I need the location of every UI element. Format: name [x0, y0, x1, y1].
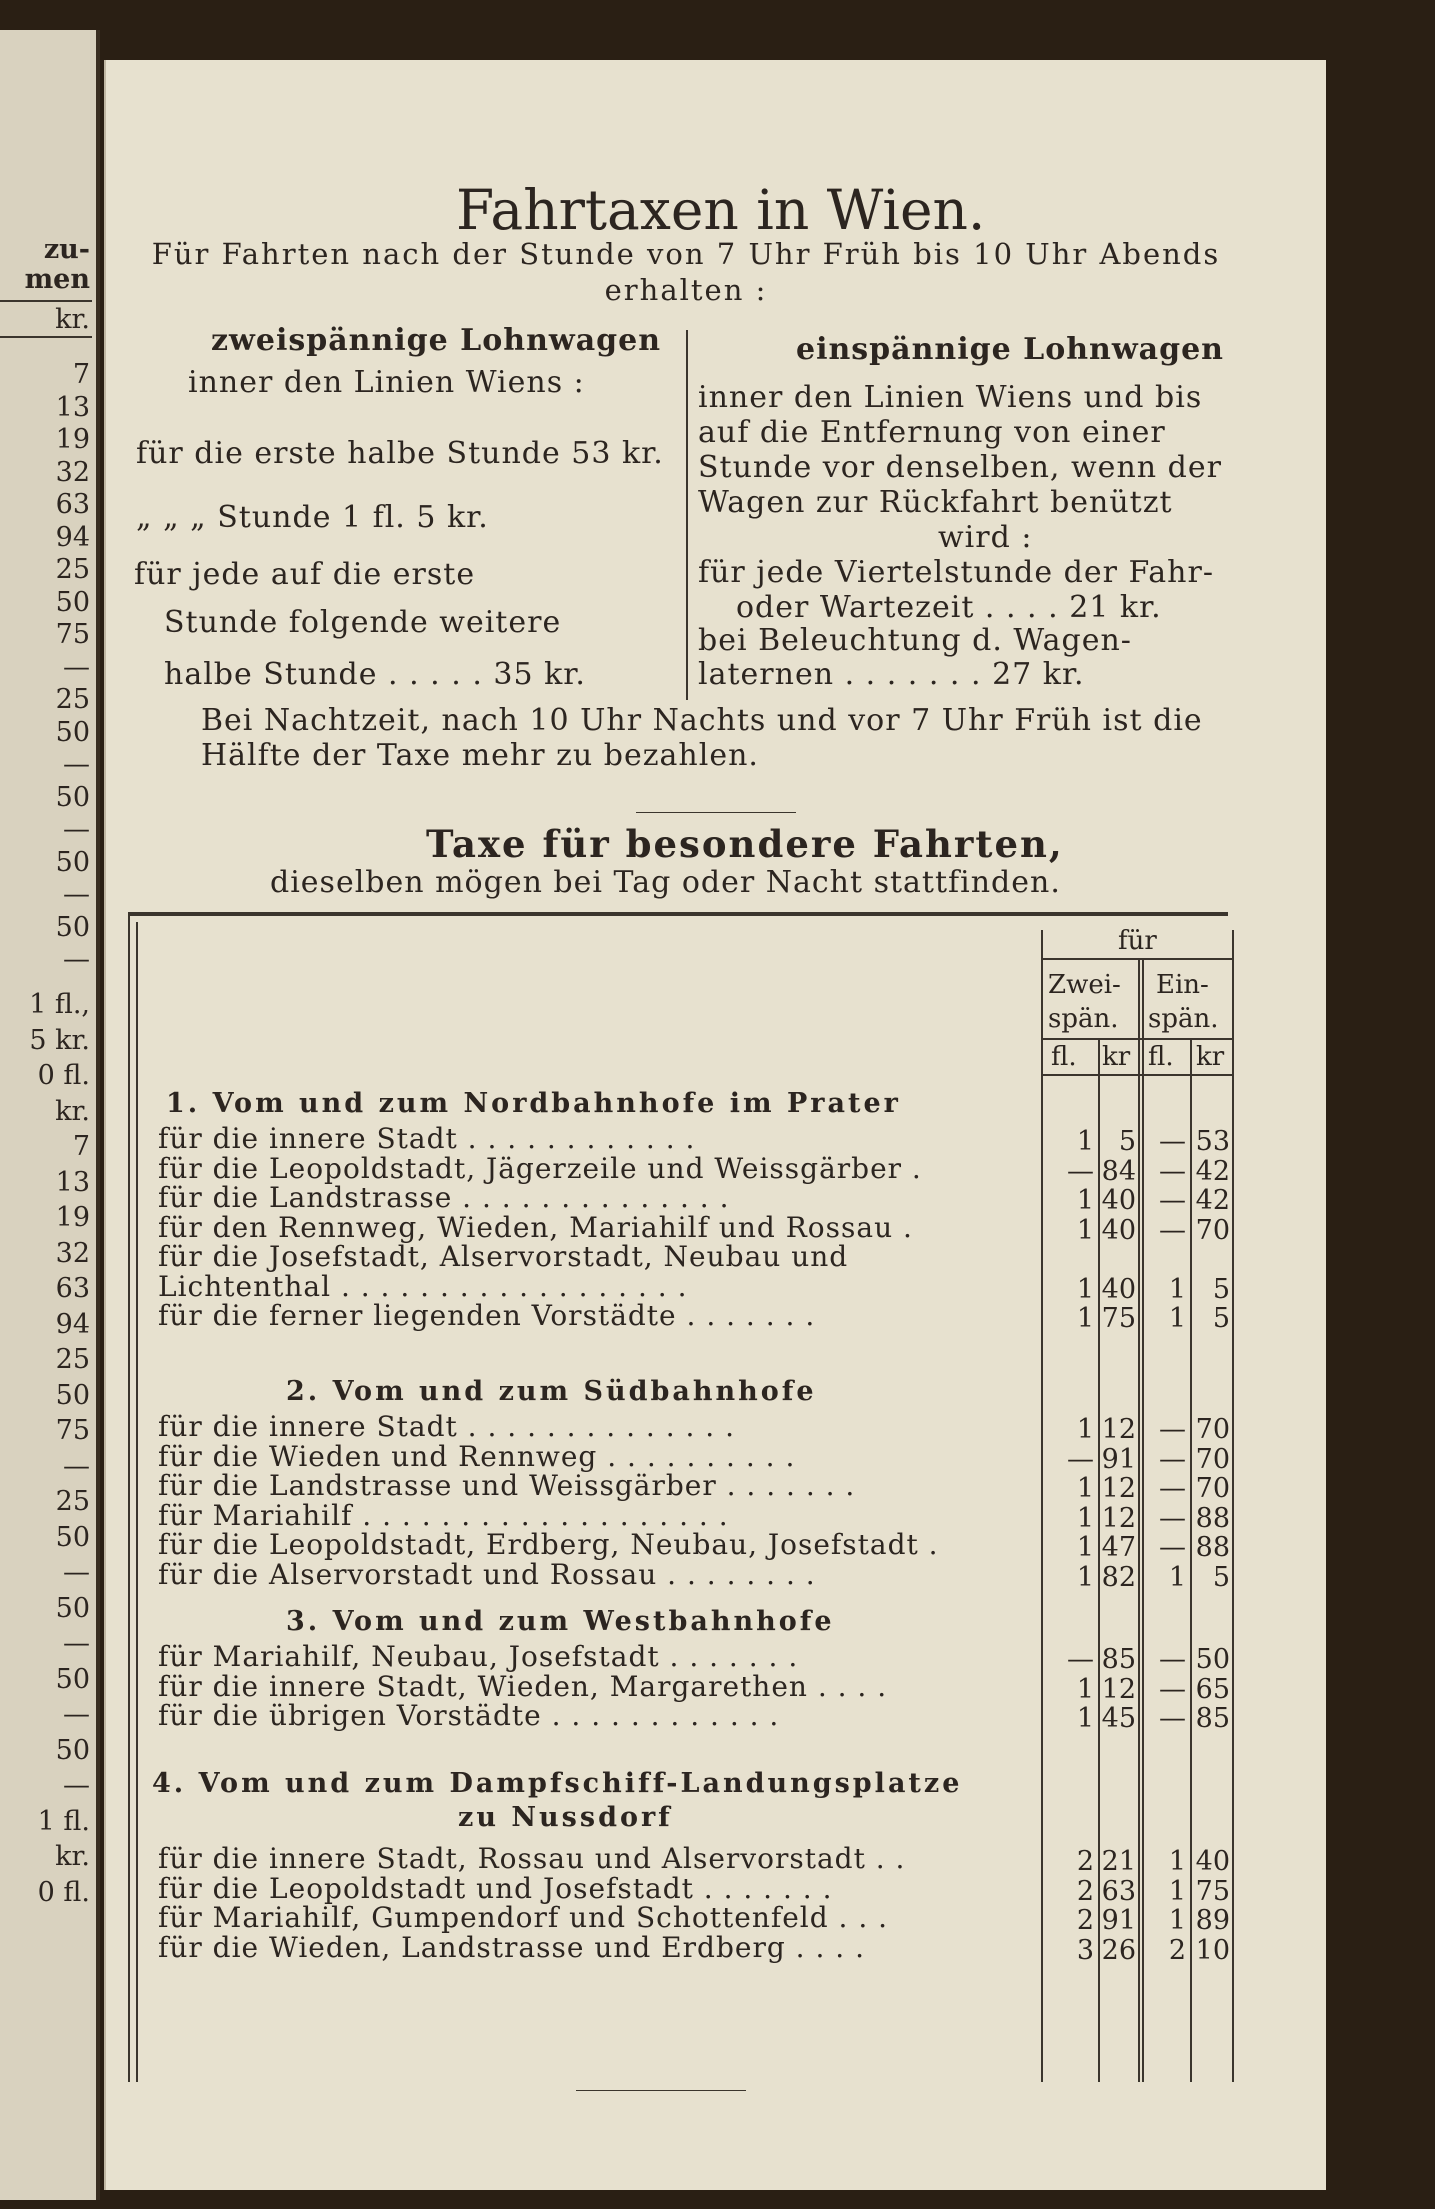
prev-page-value: 32 — [55, 1237, 90, 1269]
fare-value: — — [1159, 1703, 1186, 1734]
prev-page-value: — — [63, 749, 90, 780]
prev-page-value: — — [63, 1770, 90, 1801]
fare-value: — — [1159, 1214, 1186, 1246]
fare-value: 75 — [1101, 1303, 1136, 1334]
fare-value: 1 — [1076, 1502, 1094, 1534]
prev-page-value: 25 — [55, 554, 90, 585]
prev-page-value: 50 — [55, 1521, 90, 1553]
prev-page-value: 50 — [55, 586, 90, 618]
prev-page-value: — — [63, 944, 90, 975]
fare-value: 2 — [1076, 1846, 1094, 1877]
prev-page-value: 13 — [55, 391, 90, 423]
fare-value: 5 — [1212, 1303, 1230, 1334]
fare-value: 1 — [1076, 1703, 1094, 1734]
prev-rule — [0, 300, 92, 302]
prev-page-value: 0 fl. — [37, 1876, 90, 1908]
header-kr: kr — [1196, 1042, 1225, 1072]
fare-value: 1 — [1076, 1214, 1094, 1246]
fare-row-label: für die übrigen Vorstädte . . . . . . . . . . . . — [158, 1699, 780, 1732]
prev-page-value: — — [63, 651, 90, 683]
prev-page-value: 25 — [55, 684, 90, 715]
end-rule — [576, 2090, 746, 2091]
fare-value: 40 — [1101, 1214, 1136, 1246]
fare-value: 50 — [1195, 1644, 1230, 1675]
fare-value: 21 — [1101, 1846, 1136, 1877]
fare-value: — — [1159, 1414, 1186, 1445]
prev-page-value: 7 — [72, 359, 90, 390]
fare-value: 1 — [1168, 1273, 1186, 1305]
fare-value: 40 — [1195, 1846, 1230, 1877]
right-line8: bei Beleuchtung d. Wagen- — [698, 623, 1132, 658]
prev-page-value: 25 — [55, 1486, 90, 1517]
prev-page-value: 50 — [55, 781, 90, 813]
fare-value: 1 — [1076, 1273, 1094, 1305]
right-heading: einspännige Lohnwagen — [796, 332, 1224, 367]
prev-page-value: — — [63, 814, 90, 845]
prev-page-value: 50 — [55, 911, 90, 943]
prev-page-value: 50 — [55, 1734, 90, 1766]
fare-value: 5 — [1212, 1273, 1230, 1305]
fare-value: — — [1159, 1673, 1186, 1705]
fare-row-label: für die Leopoldstadt und Josefstadt . . . . . . . — [158, 1871, 833, 1905]
prev-page-value: 5 kr. — [29, 1024, 90, 1056]
fare-value: 63 — [1101, 1875, 1136, 1907]
left-heading: zweispännige Lohnwagen — [211, 323, 662, 358]
left-line2: „ „ „ Stunde 1 fl. 5 kr. — [136, 500, 489, 535]
right-line1: inner den Linien Wiens und bis — [698, 380, 1203, 415]
prev-page-value: — — [63, 1699, 90, 1730]
header-fl: fl. — [1051, 1042, 1077, 1072]
fare-value: 42 — [1195, 1155, 1230, 1187]
fare-value: 2 — [1076, 1905, 1094, 1936]
fare-row-label: für Mariahilf, Gumpendorf und Schottenfeld . . . — [158, 1901, 889, 1934]
header-zwei2: spän. — [1048, 1004, 1119, 1034]
fare-value: 88 — [1195, 1532, 1230, 1563]
fare-value: 1 — [1168, 1303, 1186, 1334]
fare-value: 70 — [1195, 1214, 1230, 1246]
fare-value: 12 — [1101, 1673, 1136, 1705]
section-heading: 3. Vom und zum Westbahnhofe — [286, 1606, 835, 1637]
section-heading: 2. Vom und zum Südbahnhofe — [286, 1376, 817, 1407]
fare-value: 70 — [1195, 1414, 1230, 1445]
fare-value: 40 — [1101, 1185, 1136, 1216]
fare-value: 1 — [1076, 1673, 1094, 1705]
fare-value: 12 — [1101, 1473, 1136, 1504]
prev-page-value: — — [63, 879, 90, 910]
previous-page-strip — [0, 30, 100, 2200]
fare-value: 1 — [1076, 1126, 1094, 1157]
page-title: Fahrtaxen in Wien. — [456, 178, 986, 242]
left-sub: inner den Linien Wiens : — [188, 365, 585, 400]
fare-value: 26 — [1101, 1934, 1136, 1966]
fare-row-label: Lichtenthal . . . . . . . . . . . . . . . . . . — [158, 1269, 688, 1303]
fare-value: 53 — [1195, 1126, 1230, 1157]
col-rule — [1232, 930, 1234, 2082]
fare-value: — — [1159, 1443, 1186, 1475]
fare-value: 84 — [1101, 1155, 1136, 1187]
fare-value: 42 — [1195, 1185, 1230, 1216]
fare-value: 3 — [1076, 1934, 1094, 1966]
header-rule — [1041, 1038, 1232, 1040]
prev-page-value: 75 — [55, 619, 90, 650]
fare-row-label: für Mariahilf . . . . . . . . . . . . . . . . . . . — [158, 1498, 729, 1532]
fare-value: 1 — [1076, 1532, 1094, 1563]
header-zwei: Zwei- — [1048, 970, 1121, 1000]
fare-value: — — [1159, 1532, 1186, 1563]
fare-value: 5 — [1212, 1561, 1230, 1593]
fare-row-label: für die innere Stadt, Rossau und Alservorstadt . . — [158, 1842, 906, 1875]
night-note-2: Hälfte der Taxe mehr zu bezahlen. — [201, 738, 759, 773]
fare-value: 1 — [1076, 1185, 1094, 1216]
fare-value: 12 — [1101, 1414, 1136, 1445]
prev-page-value: — — [63, 1628, 90, 1659]
right-line3: Stunde vor denselben, wenn der — [698, 450, 1222, 485]
table-left-rule — [128, 912, 130, 2082]
prev-header-unit: kr. — [55, 304, 90, 335]
fare-value: 12 — [1101, 1502, 1136, 1534]
fare-value: 70 — [1195, 1473, 1230, 1504]
fare-value: — — [1067, 1443, 1094, 1475]
right-line9: laternen . . . . . . . 27 kr. — [698, 657, 1085, 692]
prev-page-value: 1 fl. — [37, 1805, 90, 1837]
fare-value: 1 — [1168, 1905, 1186, 1936]
prev-page-value: 7 — [72, 1131, 90, 1162]
prev-page-value: 25 — [55, 1344, 90, 1375]
prev-page-value: 19 — [55, 424, 90, 455]
fare-value: 10 — [1195, 1934, 1230, 1966]
prev-page-value: 32 — [55, 456, 90, 488]
left-line4: Stunde folgende weitere — [164, 605, 562, 640]
section-heading: 1. Vom und zum Nordbahnhofe im Prater — [166, 1088, 901, 1119]
fare-value: 1 — [1168, 1846, 1186, 1877]
prev-page-value: kr. — [55, 1841, 90, 1872]
fare-value: — — [1159, 1126, 1186, 1157]
prev-page-value: 19 — [55, 1202, 90, 1233]
table-left-rule-inner — [136, 922, 138, 2082]
fare-value: 40 — [1101, 1273, 1136, 1305]
right-line2: auf die Entfernung von einer — [698, 415, 1166, 450]
prev-page-value: 50 — [55, 716, 90, 748]
header-ein: Ein- — [1156, 970, 1209, 1000]
right-line5: wird : — [938, 520, 1033, 555]
fare-value: 85 — [1195, 1703, 1230, 1734]
fare-value: 1 — [1168, 1875, 1186, 1907]
fare-value: — — [1159, 1155, 1186, 1187]
fare-value: 75 — [1195, 1875, 1230, 1907]
fare-value: 91 — [1101, 1443, 1136, 1475]
fare-value: 1 — [1076, 1561, 1094, 1593]
fare-row-label: für die Alservorstadt und Rossau . . . . . . . . — [158, 1557, 816, 1591]
fare-value: 88 — [1195, 1502, 1230, 1534]
header-fl: fl. — [1148, 1042, 1174, 1072]
right-line7: oder Wartezeit . . . . 21 kr. — [736, 590, 1162, 625]
prev-page-value: 50 — [55, 1379, 90, 1411]
header-rule — [1041, 958, 1232, 960]
fare-value: — — [1067, 1644, 1094, 1675]
fare-value: — — [1159, 1502, 1186, 1534]
fare-value: — — [1159, 1473, 1186, 1504]
header-fuer: für — [1118, 926, 1157, 956]
col-rule — [1138, 960, 1140, 2082]
fare-value: — — [1159, 1644, 1186, 1675]
intro-text: Für Fahrten nach der Stunde von 7 Uhr Früh bis 10 Uhr Abends erhalten : — [151, 237, 1221, 307]
fare-value: 1 — [1076, 1414, 1094, 1445]
prev-page-value: 94 — [55, 521, 90, 553]
header-rule — [1041, 1074, 1232, 1076]
prev-page-value: 63 — [55, 1273, 90, 1304]
prev-page-value: 94 — [55, 1308, 90, 1340]
fare-row-label: für die innere Stadt, Wieden, Margarethen . . . . — [158, 1669, 888, 1703]
fare-row-label: für die ferner liegenden Vorstädte . . . . . . . — [158, 1299, 816, 1332]
prev-page-value: 1 fl., — [29, 989, 90, 1020]
column-divider — [686, 330, 688, 700]
table-top-rule — [128, 912, 1228, 916]
prev-page-value: 0 fl. — [37, 1060, 90, 1091]
right-line6: für jede Viertelstunde der Fahr- — [698, 555, 1214, 590]
prev-page-value: 50 — [55, 1663, 90, 1695]
section-heading-cont: zu Nussdorf — [458, 1802, 673, 1833]
header-ein2: spän. — [1148, 1004, 1219, 1034]
prev-header-mid: men — [24, 264, 90, 295]
fare-row-label: für die Josefstadt, Alservorstadt, Neubau und — [158, 1240, 849, 1273]
page — [104, 60, 1326, 2190]
fare-value: 2 — [1076, 1875, 1094, 1907]
prev-rule — [0, 336, 92, 338]
fare-value: 82 — [1101, 1561, 1136, 1593]
prev-page-value: 50 — [55, 1592, 90, 1624]
fare-row-label: für die Wieden, Landstrasse und Erdberg . . . . — [158, 1930, 865, 1964]
fare-value: — — [1159, 1185, 1186, 1216]
fare-value: 65 — [1195, 1673, 1230, 1705]
prev-page-value: 75 — [55, 1415, 90, 1446]
fare-row-label: für die Leopoldstadt, Erdberg, Neubau, Josefstadt . — [158, 1528, 939, 1561]
fare-value: 45 — [1101, 1703, 1136, 1734]
fare-row-label: für die innere Stadt . . . . . . . . . . . . . . — [158, 1410, 735, 1443]
fare-row-label: für die Landstrasse . . . . . . . . . . . . . . — [158, 1181, 730, 1214]
col-rule — [1041, 930, 1043, 2082]
fare-value: 47 — [1101, 1532, 1136, 1563]
fare-value: 1 — [1168, 1561, 1186, 1593]
prev-page-value: 63 — [55, 489, 90, 520]
fare-value: — — [1067, 1155, 1094, 1187]
right-line4: Wagen zur Rückfahrt benützt — [698, 485, 1173, 520]
header-kr: kr — [1102, 1042, 1131, 1072]
fare-value: 1 — [1076, 1303, 1094, 1334]
left-line5: halbe Stunde . . . . . 35 kr. — [164, 657, 586, 692]
fare-value: 5 — [1118, 1126, 1136, 1157]
prev-page-value: — — [63, 1450, 90, 1482]
fare-value: 1 — [1076, 1473, 1094, 1504]
night-note-1: Bei Nachtzeit, nach 10 Uhr Nachts und vor 7 Uhr Früh ist die — [201, 703, 1203, 738]
fare-row-label: für die innere Stadt . . . . . . . . . . . . — [158, 1122, 696, 1155]
prev-page-value: 13 — [55, 1166, 90, 1198]
fare-row-label: für die Leopoldstadt, Jägerzeile und Weissgärber . — [158, 1151, 922, 1185]
separator — [636, 812, 796, 813]
fare-row-label: für den Rennweg, Wieden, Mariahilf und Rossau . — [158, 1210, 913, 1244]
special-title: Taxe für besondere Fahrten, — [426, 822, 1064, 866]
fare-value: 85 — [1101, 1644, 1136, 1675]
section-heading: 4. Vom und zum Dampfschiff-Landungsplatze — [152, 1768, 963, 1799]
fare-row-label: für Mariahilf, Neubau, Josefstadt . . . . . . . — [158, 1640, 799, 1673]
fare-value: 91 — [1101, 1905, 1136, 1936]
fare-value: 2 — [1168, 1934, 1186, 1966]
prev-header-top: zu- — [43, 234, 90, 265]
fare-value: 70 — [1195, 1443, 1230, 1475]
prev-page-value: kr. — [55, 1095, 90, 1127]
fare-row-label: für die Wieden und Rennweg . . . . . . . . . . — [158, 1439, 796, 1473]
special-subtitle: dieselben mögen bei Tag oder Nacht stattfinden. — [270, 865, 1061, 900]
fare-value: 89 — [1195, 1905, 1230, 1936]
fare-row-label: für die Landstrasse und Weissgärber . . . . . . . — [158, 1469, 856, 1502]
left-line1: für die erste halbe Stunde 53 kr. — [136, 436, 664, 471]
left-line3: für jede auf die erste — [134, 557, 476, 592]
prev-page-value: — — [63, 1557, 90, 1588]
prev-page-value: 50 — [55, 846, 90, 878]
